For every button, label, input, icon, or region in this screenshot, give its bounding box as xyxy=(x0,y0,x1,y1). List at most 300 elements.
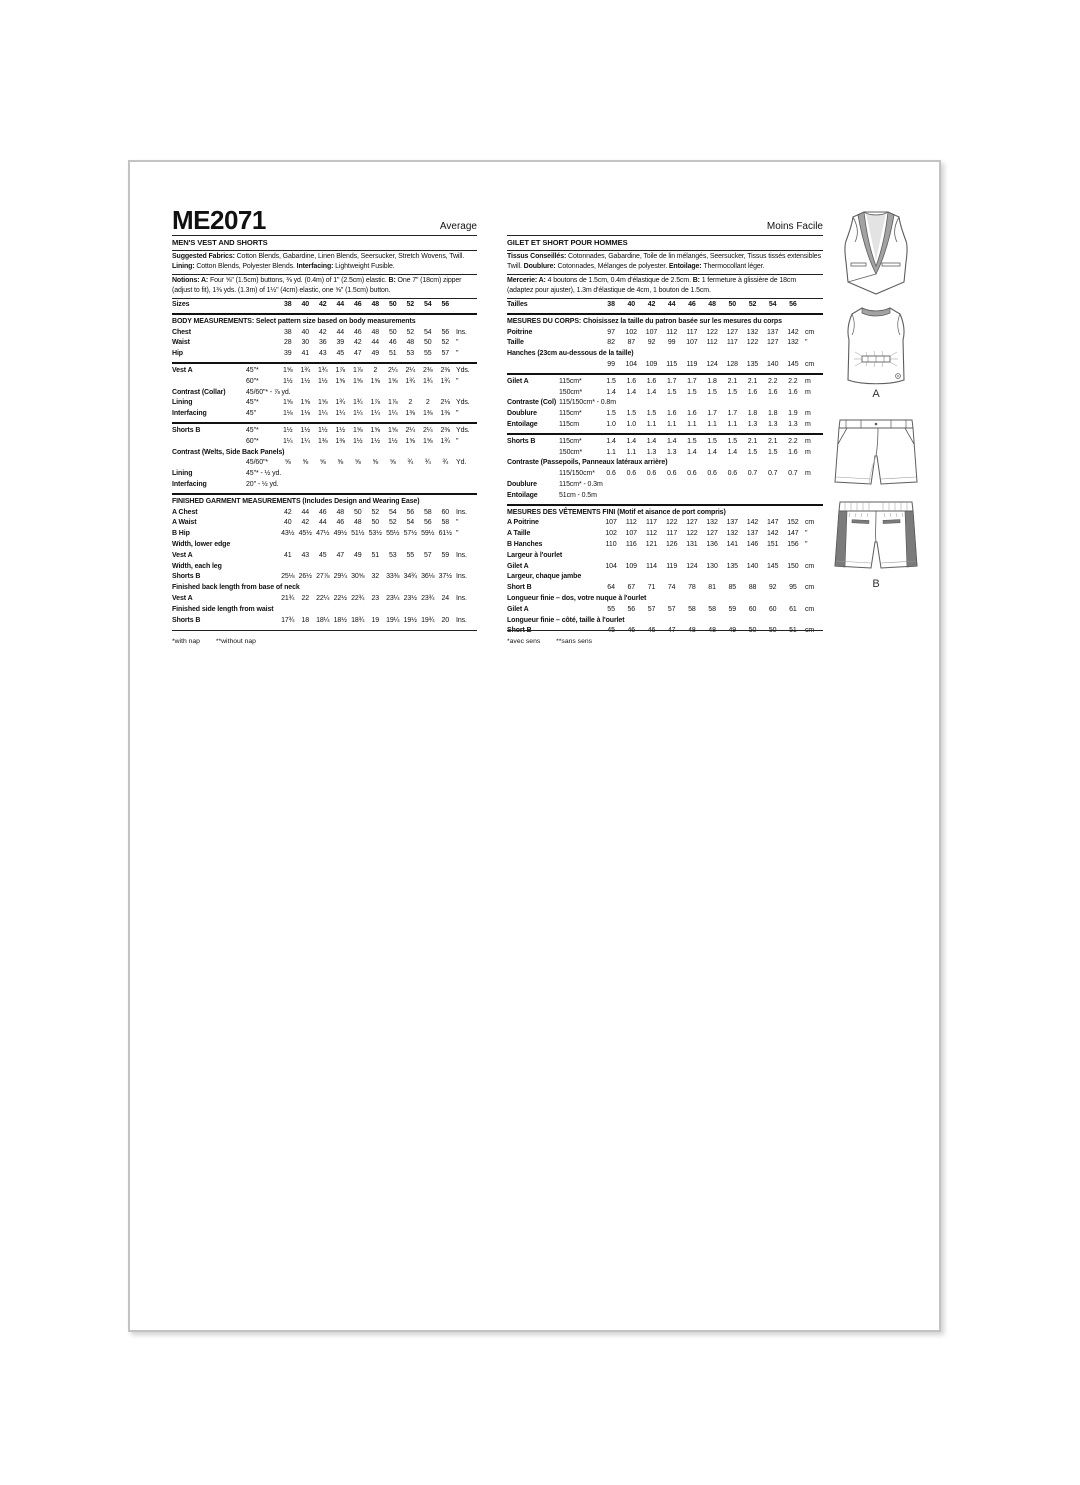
value-cell: 50 xyxy=(423,339,432,347)
value-cell: 122 xyxy=(666,519,678,527)
value-cell: 126 xyxy=(666,540,678,548)
value-cell: 130 xyxy=(706,562,718,570)
value-cell: 55 xyxy=(406,551,415,559)
unit-cell: Yd. xyxy=(456,459,467,467)
value-cell: 127 xyxy=(767,339,779,347)
value-cell: 52 xyxy=(388,519,397,527)
row-sublabel xyxy=(246,300,279,311)
row-label: B Hip xyxy=(172,530,190,538)
row-label xyxy=(172,377,246,388)
english-column xyxy=(172,206,477,626)
value-cell: 102 xyxy=(605,530,617,538)
row-label: Lining xyxy=(172,399,193,407)
table-row xyxy=(507,448,823,459)
unit-cell: Ins. xyxy=(456,508,467,516)
value-cell: 1.3 xyxy=(666,448,677,456)
row-label: Interfacing xyxy=(172,410,207,418)
unit-cell: Ins. xyxy=(456,594,467,602)
value-cell: 24 xyxy=(441,594,450,602)
value-cell: 117 xyxy=(646,519,657,527)
row-label: Doublure xyxy=(507,410,537,418)
row-sublabel xyxy=(559,518,601,529)
value-cell: 1¼ xyxy=(335,410,346,418)
text-segment: Mercerie: A: xyxy=(507,277,548,284)
value-cell: 51 xyxy=(789,627,797,635)
value-cell: 0.6 xyxy=(626,470,636,478)
value-cell: 150 xyxy=(787,562,799,570)
value-cell: 127 xyxy=(726,328,738,336)
value-cell: 44 xyxy=(336,328,345,336)
value-cell: 2.2 xyxy=(767,377,778,385)
value-cell: 46 xyxy=(353,301,362,308)
value-cell: 40 xyxy=(627,301,636,308)
row-label: Finished side length from waist xyxy=(172,605,274,613)
row-value: 115cm* - 0.3m xyxy=(559,480,603,488)
value-cell: 2.1 xyxy=(747,437,758,445)
row-label: Taille xyxy=(507,339,524,347)
row-label: A Taille xyxy=(507,530,531,538)
row-label: Gilet A xyxy=(507,377,529,385)
value-cell: 1¼ xyxy=(387,410,398,418)
value-cell: 19 xyxy=(371,616,380,624)
row-sublabel xyxy=(559,360,601,371)
value-cell: 92 xyxy=(647,339,656,347)
value-cell: 1¾ xyxy=(440,377,451,385)
value-cell: 42 xyxy=(301,519,310,527)
value-cell: 1.6 xyxy=(646,377,657,385)
value-cell: 1.4 xyxy=(646,388,657,396)
value-cell: 135 xyxy=(726,562,738,570)
value-cell: 1¾ xyxy=(317,366,328,374)
value-cell: 1½ xyxy=(317,426,328,434)
unit-cell: m xyxy=(805,377,811,385)
unit-cell: " xyxy=(805,339,808,347)
value-cell: 142 xyxy=(746,519,759,527)
text-segment: B: xyxy=(388,277,398,284)
value-cell: 81 xyxy=(708,584,716,592)
header-row xyxy=(172,206,477,233)
value-cell: 110 xyxy=(605,540,617,548)
value-cell: 34¾ xyxy=(403,573,417,581)
value-cell: ¾ xyxy=(442,459,449,467)
value-cell: ¾ xyxy=(424,459,431,467)
value-cell: 1.6 xyxy=(687,410,697,418)
row-label xyxy=(507,469,559,480)
value-cell: 117 xyxy=(726,339,738,347)
value-cell: 55 xyxy=(607,605,615,613)
value-cell: 36⅛ xyxy=(421,573,435,581)
measurement-table-fr xyxy=(507,300,823,637)
table-row xyxy=(507,360,823,371)
unit-cell: " xyxy=(456,350,459,358)
value-cell: 47 xyxy=(667,627,676,635)
value-cell: 145 xyxy=(767,562,779,570)
value-cell: 1.5 xyxy=(687,388,697,396)
divider xyxy=(172,235,477,236)
value-cell: 22½ xyxy=(333,594,347,602)
row-sublabel: 45"* xyxy=(246,399,259,407)
row-sublabel xyxy=(246,508,279,519)
table-row xyxy=(507,469,823,480)
pattern-sheet-page xyxy=(128,160,941,1332)
value-cell: 45 xyxy=(607,627,615,635)
text-segment: Cotonnades, Mélanges de polyester. xyxy=(557,263,669,270)
value-cell: 1.4 xyxy=(666,437,677,445)
value-cell: 47½ xyxy=(316,530,330,538)
value-cell: 56 xyxy=(406,508,415,516)
value-cell: 22¼ xyxy=(316,594,330,602)
value-cell: 18¼ xyxy=(316,616,330,624)
table-row xyxy=(507,518,823,529)
value-cell: 127 xyxy=(686,519,698,527)
text-segment: Cotton Blends, Gabardine, Linen Blends, Seersucker, Stretch Wovens, Twill. xyxy=(236,253,465,260)
value-cell: 47 xyxy=(353,350,362,358)
unit-cell: cm xyxy=(805,584,815,592)
value-cell: 1⅝ xyxy=(387,426,398,434)
value-cell: 1.3 xyxy=(747,420,758,428)
value-cell: 55½ xyxy=(386,530,400,538)
value-cell: 44 xyxy=(336,301,345,308)
unit-cell: cm xyxy=(805,562,815,570)
row-label: Contrast (Collar) xyxy=(172,388,226,396)
value-cell: 1.5 xyxy=(707,437,717,445)
value-cell: 1.5 xyxy=(606,377,616,385)
row-label: Chest xyxy=(172,328,191,336)
value-cell: 1.6 xyxy=(788,448,798,456)
value-cell: 54 xyxy=(768,301,777,308)
value-cell: 57 xyxy=(667,605,676,613)
value-cell: 1½ xyxy=(317,377,328,385)
value-cell: 132 xyxy=(726,530,738,538)
row-label xyxy=(172,458,246,469)
value-cell: 1.4 xyxy=(626,388,636,396)
text-segment: Suggested Fabrics: xyxy=(172,253,237,260)
unit-cell: m xyxy=(805,410,811,418)
value-cell: 1.1 xyxy=(626,448,636,456)
unit-cell: " xyxy=(805,530,808,538)
table-row xyxy=(507,605,823,616)
value-cell: 0.7 xyxy=(788,470,798,478)
garment-title-fr: GILET ET SHORT POUR HOMMES xyxy=(507,238,628,247)
table-row xyxy=(172,338,477,349)
value-cell: 132 xyxy=(706,519,718,527)
value-cell: 48 xyxy=(371,328,380,336)
row-sublabel: 60"* xyxy=(246,437,259,445)
row-label: Waist xyxy=(172,339,190,347)
row-label: Contraste (Col) xyxy=(507,399,557,407)
row-sublabel: 45/60"* xyxy=(246,459,269,467)
value-cell: 1.6 xyxy=(747,388,758,396)
table-row xyxy=(172,388,477,399)
unit-cell: Yds. xyxy=(456,366,470,374)
value-cell: 1¼ xyxy=(317,410,328,418)
value-cell: 71 xyxy=(647,584,656,592)
value-cell: 141 xyxy=(726,540,738,548)
value-cell: 1.1 xyxy=(646,420,657,428)
value-cell: 1⅜ xyxy=(335,437,346,445)
value-cell: 0.7 xyxy=(767,470,778,478)
value-cell: 19¾ xyxy=(421,616,435,624)
row-label: Width, each leg xyxy=(172,562,222,570)
value-cell: 146 xyxy=(746,540,759,548)
value-cell: 2¼ xyxy=(422,426,433,434)
value-cell: 1⅝ xyxy=(282,366,293,374)
value-cell: 1⅝ xyxy=(370,377,381,385)
table-row xyxy=(172,480,477,491)
table-row xyxy=(172,508,477,519)
table-row xyxy=(172,529,477,540)
unit-cell: cm xyxy=(805,627,815,635)
row-sublabel: 115cm* xyxy=(559,437,582,445)
value-cell: 87 xyxy=(627,339,636,347)
value-cell: 46 xyxy=(353,328,362,336)
row-sublabel xyxy=(559,562,601,573)
value-cell: 44 xyxy=(667,301,676,308)
garment-illustrations xyxy=(830,208,922,590)
value-cell: 41 xyxy=(283,551,292,559)
row-label: Vest A xyxy=(172,366,193,374)
value-cell: 1.7 xyxy=(687,377,697,385)
value-cell: 137 xyxy=(767,328,779,336)
value-cell: 19½ xyxy=(403,616,417,624)
value-cell: 40 xyxy=(301,301,310,308)
garment-title-en: MEN'S VEST AND SHORTS xyxy=(172,238,268,247)
value-cell: 1⅛ xyxy=(300,410,311,418)
row-label: Short B xyxy=(507,584,532,592)
row-sublabel xyxy=(559,529,601,540)
table-row xyxy=(507,338,823,349)
value-cell: 1⅝ xyxy=(317,399,328,407)
unit-cell: " xyxy=(456,530,459,538)
row-sublabel: 115cm* xyxy=(559,410,582,418)
value-cell: 1⅜ xyxy=(405,410,416,418)
divider xyxy=(507,630,823,631)
value-cell: 1.7 xyxy=(727,410,737,418)
row-sublabel xyxy=(246,616,279,627)
divider xyxy=(507,250,823,251)
value-cell: ⅝ xyxy=(389,459,396,467)
value-cell: 1¾ xyxy=(440,437,451,445)
row-label: Tailles xyxy=(507,301,528,308)
divider xyxy=(507,274,823,275)
text-segment: 1 fermeture à glissière de 18cm (adaptez pour ajuster), 1.3m d'élastique de 4cm, 1 bouton de 1.5cm. xyxy=(507,277,797,294)
value-cell: 1.6 xyxy=(626,377,636,385)
value-cell: 32 xyxy=(371,573,380,581)
row-sublabel: 115cm* xyxy=(559,377,582,385)
view-b-label: B xyxy=(872,578,880,590)
value-cell: 2¼ xyxy=(405,426,416,434)
divider-heavy xyxy=(507,373,823,375)
value-cell: 44 xyxy=(318,519,327,527)
table-row xyxy=(507,437,823,448)
value-cell: 28 xyxy=(283,339,292,347)
footnote-sans-sens: **sans sens xyxy=(556,638,593,645)
value-cell: 30⅝ xyxy=(351,573,365,581)
value-cell: 58 xyxy=(708,605,716,613)
value-cell: 1.1 xyxy=(606,448,616,456)
value-cell: 1¼ xyxy=(352,410,363,418)
text-segment: Cotonnades, Gabardine, Toile de lin mélangés, Seersucker, Tissus tissés extensibles Twill. xyxy=(507,253,821,270)
unit-cell: cm xyxy=(805,605,815,613)
value-cell: 41 xyxy=(301,350,310,358)
value-cell: 99 xyxy=(667,339,676,347)
value-cell: 20 xyxy=(441,616,450,624)
value-cell: 46 xyxy=(388,339,397,347)
value-cell: 1¾ xyxy=(300,366,311,374)
unit-cell: Ins. xyxy=(456,551,467,559)
value-cell: 1.3 xyxy=(767,420,778,428)
row-sublabel xyxy=(246,349,279,360)
value-cell: 1.1 xyxy=(727,420,737,428)
table-row xyxy=(172,409,477,420)
table-row xyxy=(507,540,823,551)
row-label: Largeur, chaque jambe xyxy=(507,573,582,581)
value-cell: 1.4 xyxy=(606,437,616,445)
value-cell: 74 xyxy=(667,584,676,592)
value-cell: 145 xyxy=(787,360,799,368)
value-cell: 52 xyxy=(406,328,415,336)
value-cell: 1.5 xyxy=(767,448,778,456)
value-cell: 142 xyxy=(767,530,779,538)
unit-cell: m xyxy=(805,388,811,396)
row-label: Interfacing xyxy=(172,480,207,488)
row-sublabel: 45"* xyxy=(246,426,259,434)
value-cell: 59½ xyxy=(421,530,435,538)
notions-paragraph-en xyxy=(172,276,477,296)
row-label: Gilet A xyxy=(507,562,529,570)
value-cell: 1½ xyxy=(282,426,293,434)
value-cell: 107 xyxy=(645,328,658,336)
value-cell: 1⅝ xyxy=(335,377,346,385)
value-cell: 85 xyxy=(728,584,737,592)
value-cell: 0.6 xyxy=(707,470,717,478)
value-cell: 58 xyxy=(688,605,696,613)
value-cell: 1.4 xyxy=(687,448,697,456)
value-cell: 1.1 xyxy=(707,420,717,428)
value-cell: 19¼ xyxy=(386,616,400,624)
row-sublabel: 45" xyxy=(246,410,256,418)
value-cell: 2⅜ xyxy=(440,426,451,434)
value-cell: 1.3 xyxy=(788,420,798,428)
divider-heavy xyxy=(172,493,477,495)
value-cell: 112 xyxy=(706,339,718,347)
value-cell: 60 xyxy=(441,508,450,516)
value-cell: 44 xyxy=(301,508,310,516)
unit-cell: " xyxy=(456,519,459,527)
french-column xyxy=(507,206,823,637)
value-cell: 0.6 xyxy=(687,470,697,478)
row-label: Entoilage xyxy=(507,491,538,499)
value-cell: ⅝ xyxy=(354,459,361,467)
value-cell: 43½ xyxy=(281,530,295,538)
row-label: Finished back length from base of neck xyxy=(172,584,300,592)
footnote-fr xyxy=(507,628,823,645)
unit-cell: " xyxy=(456,377,459,385)
value-cell: 48 xyxy=(688,627,696,635)
value-cell: 151 xyxy=(767,540,779,548)
row-sublabel: 115/150cm* xyxy=(559,470,595,478)
value-cell: 122 xyxy=(686,530,698,538)
value-cell: 122 xyxy=(706,328,718,336)
table-row xyxy=(172,377,477,388)
row-label: Shorts B xyxy=(507,437,536,445)
value-cell: 48 xyxy=(336,508,345,516)
value-cell: 1½ xyxy=(282,377,293,385)
text-segment: Four ⅝" (1.5cm) buttons, ⅜ yd. (0.4m) of 1" (2.5cm) elastic. xyxy=(209,277,389,284)
value-cell: 1.8 xyxy=(767,410,778,418)
row-label: Gilet A xyxy=(507,605,529,613)
table-row xyxy=(507,583,823,594)
text-segment: Cotton Blends, Polyester Blends. xyxy=(196,263,297,270)
table-row xyxy=(507,562,823,573)
row-sublabel: 115cm xyxy=(559,420,579,428)
value-cell: 1¼ xyxy=(370,410,381,418)
value-cell: 42 xyxy=(283,508,292,516)
value-cell: 30 xyxy=(301,339,310,347)
value-cell: 29¼ xyxy=(333,573,347,581)
section-heading: FINISHED GARMENT MEASUREMENTS (Includes Design and Wearing Ease) xyxy=(172,497,420,505)
value-cell: 36 xyxy=(318,339,327,347)
value-cell: 54 xyxy=(406,519,415,527)
value-cell: 54 xyxy=(423,301,432,308)
value-cell: 51 xyxy=(371,551,380,559)
unit-cell xyxy=(454,300,477,311)
fabrics-paragraph-fr xyxy=(507,252,823,272)
value-cell: 57 xyxy=(647,605,656,613)
value-cell: 0.6 xyxy=(727,470,737,478)
value-cell: 50 xyxy=(388,328,397,336)
unit-cell: cm xyxy=(805,328,815,336)
value-cell: 56 xyxy=(627,605,636,613)
row-label: Doublure xyxy=(507,480,537,488)
value-cell: 132 xyxy=(787,339,799,347)
row-label: Width, lower edge xyxy=(172,540,231,548)
row-label: Longueur finie – côté, taille à l'ourlet xyxy=(507,616,625,624)
value-cell: 48 xyxy=(708,301,716,308)
value-cell: 112 xyxy=(646,530,657,538)
value-cell: 117 xyxy=(686,328,698,336)
value-cell: 1.5 xyxy=(687,437,697,445)
value-cell: 60 xyxy=(768,605,777,613)
unit-cell: m xyxy=(805,470,811,478)
table-row xyxy=(507,409,823,420)
value-cell: 42 xyxy=(353,339,362,347)
divider-heavy xyxy=(507,433,823,435)
value-cell: 43 xyxy=(318,350,327,358)
value-cell: 52 xyxy=(441,339,450,347)
row-sublabel xyxy=(246,551,279,562)
value-cell: 1.5 xyxy=(727,437,737,445)
value-cell: 107 xyxy=(686,339,698,347)
value-cell: 42 xyxy=(647,301,656,308)
row-label: Shorts B xyxy=(172,616,201,624)
value-cell: 1.6 xyxy=(767,388,778,396)
value-cell: 2.1 xyxy=(727,377,737,385)
value-cell: 1.7 xyxy=(707,410,717,418)
value-cell: 0.6 xyxy=(666,470,677,478)
value-cell: 1.1 xyxy=(687,420,697,428)
value-cell: 1.4 xyxy=(727,448,737,456)
value-cell: 97 xyxy=(607,328,615,336)
unit-cell: m xyxy=(805,420,811,428)
value-cell: 0.6 xyxy=(646,470,657,478)
value-cell: 1.5 xyxy=(626,410,636,418)
divider-heavy xyxy=(507,313,823,315)
row-sublabel xyxy=(246,572,279,583)
value-cell: 2 xyxy=(408,399,413,407)
text-segment: Lightweight Fusible. xyxy=(335,263,395,270)
table-row xyxy=(172,458,477,469)
